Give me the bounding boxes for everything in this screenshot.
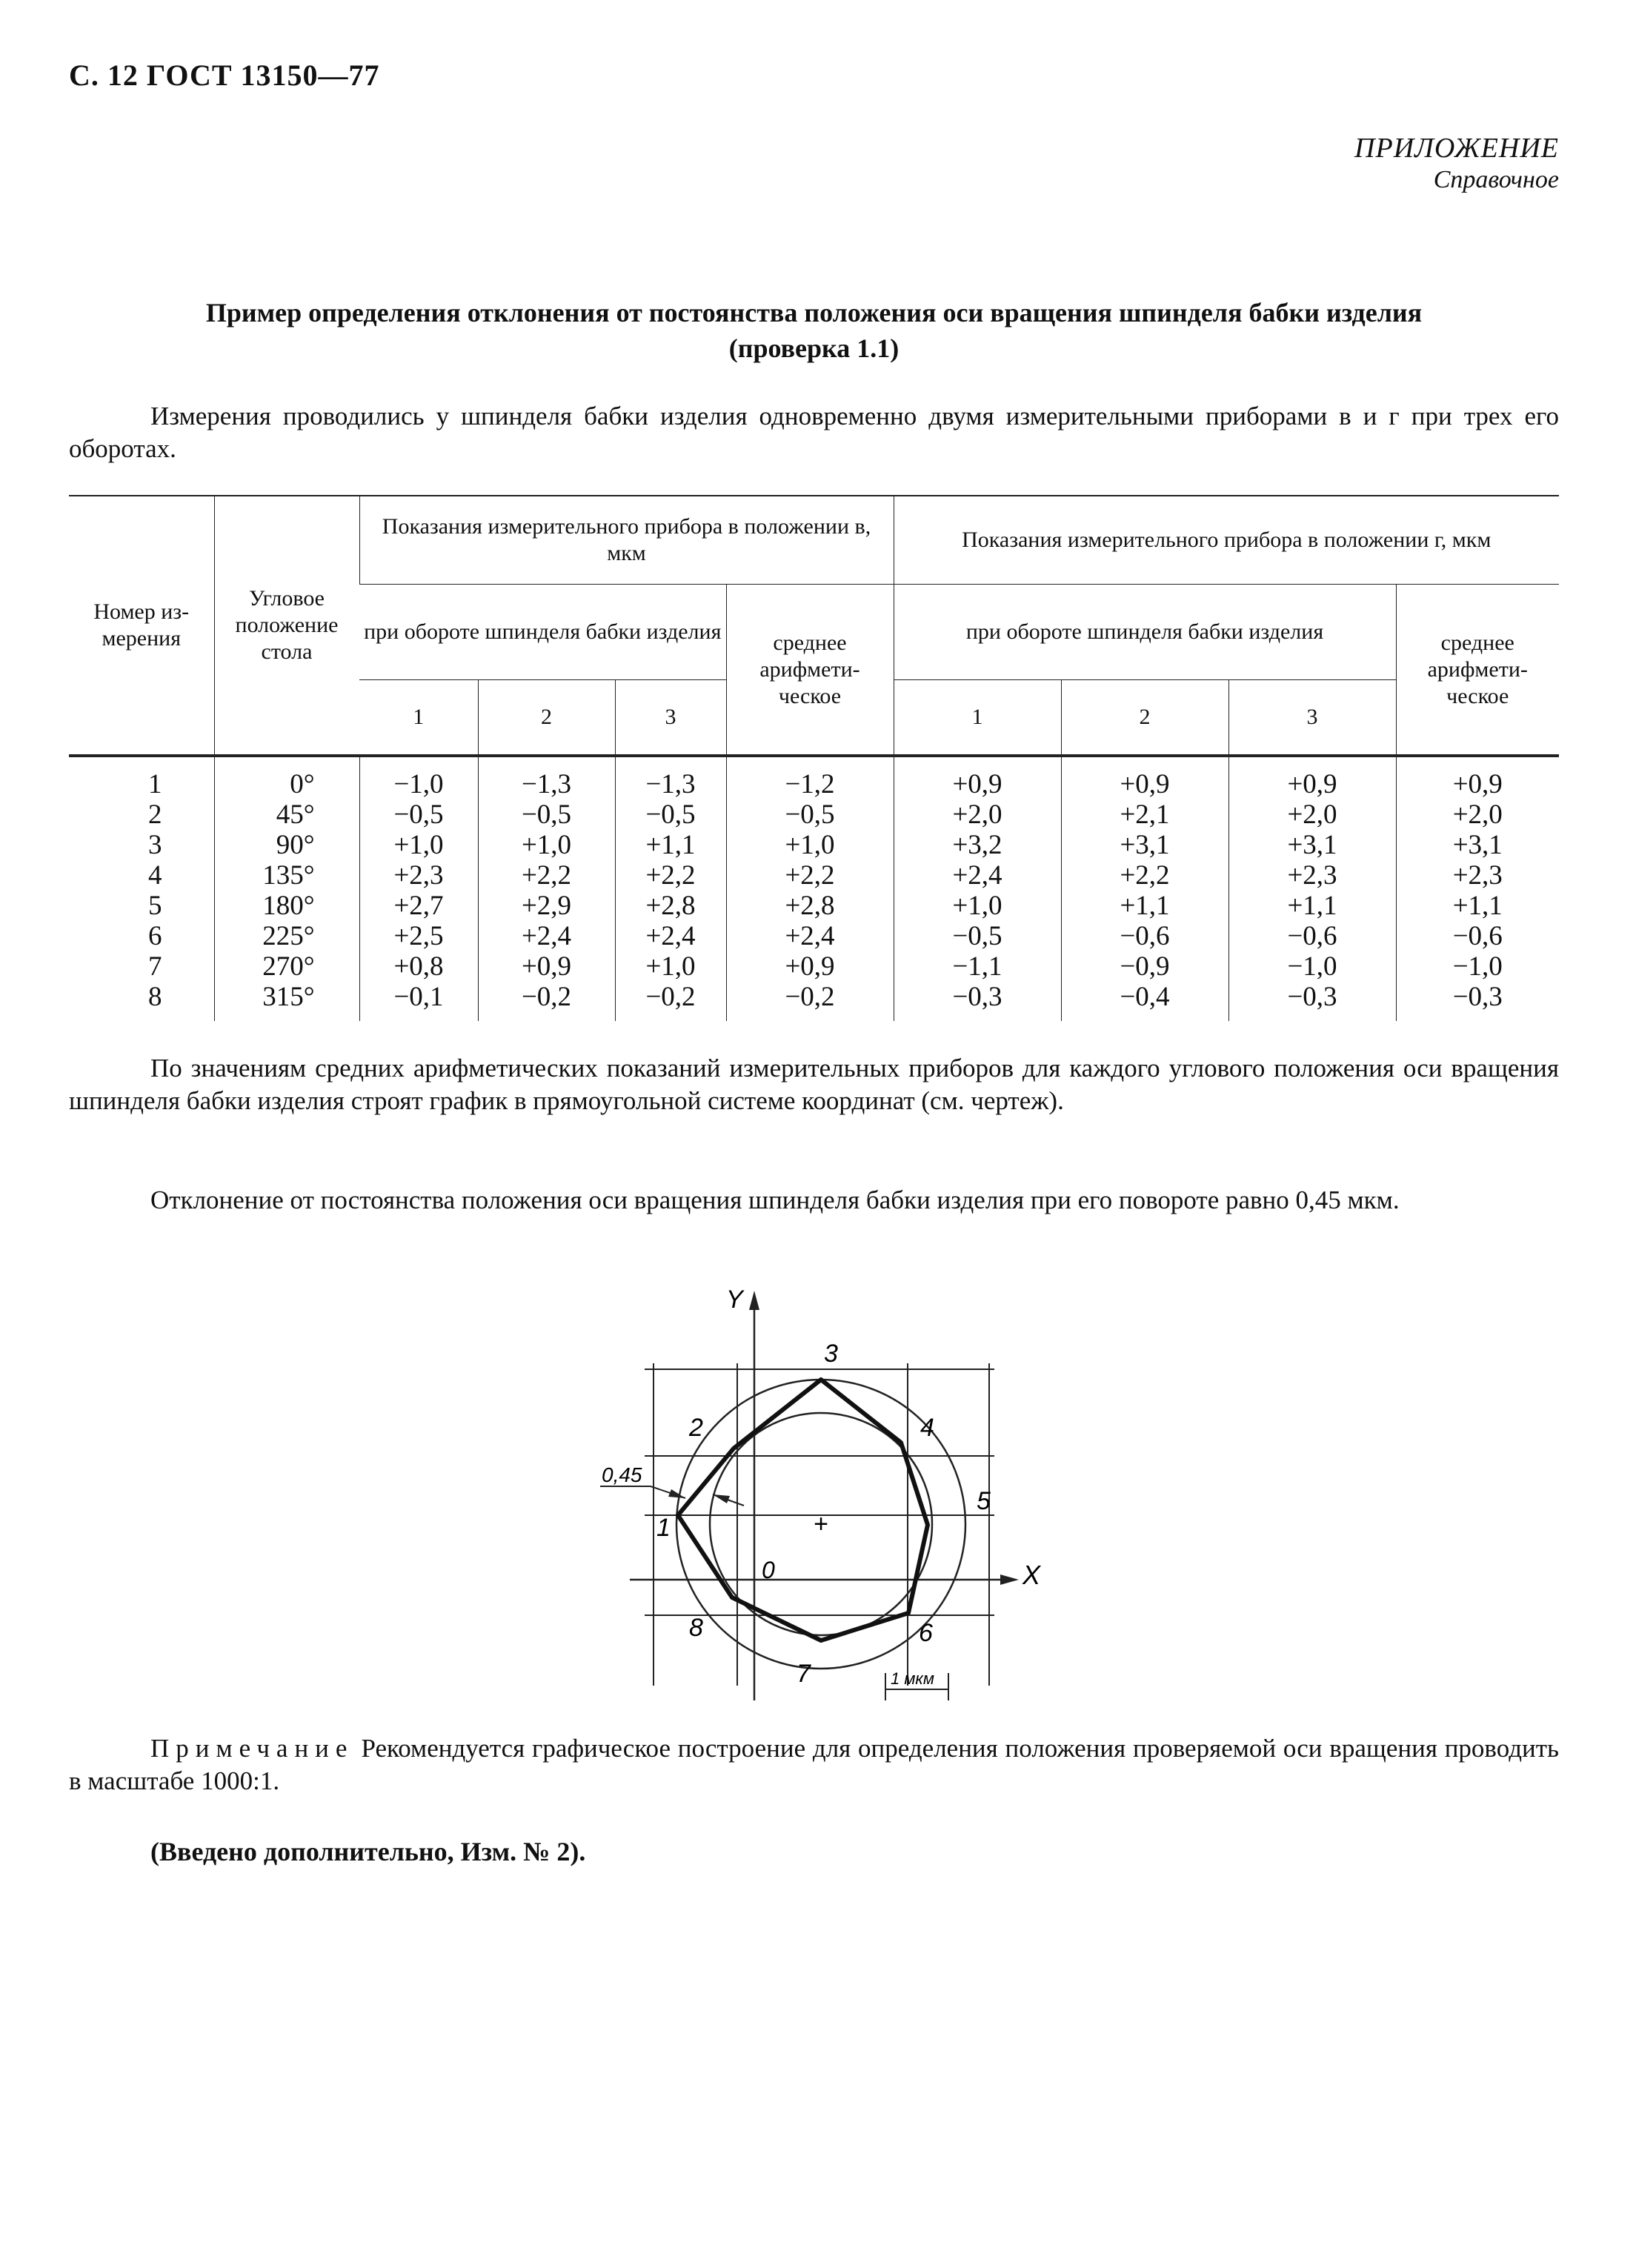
cell-v-mean: +2,4 <box>726 921 894 951</box>
appendix-label <box>1354 132 1559 194</box>
cell-v1: +2,3 <box>359 860 478 891</box>
cell-g3: −0,6 <box>1228 921 1396 951</box>
cell-v2: +2,2 <box>478 860 615 891</box>
cell-angle: 45° <box>214 799 359 830</box>
table-row <box>69 860 1559 891</box>
header-group-v: Показания измерительного прибора в положении в, мкм <box>359 496 894 585</box>
cell-angle: 135° <box>214 860 359 891</box>
cell-g3: −1,0 <box>1228 951 1396 982</box>
cell-g1: +2,0 <box>894 799 1061 830</box>
cell-number: 5 <box>148 891 162 921</box>
mean-deviation-polygon <box>678 1380 928 1640</box>
cell-g3: −0,3 <box>1228 982 1396 1021</box>
paragraph-deviation-result: Отклонение от постоянства положения оси вращения шпинделя бабки изделия при его повороте равно 0,45 мкм. <box>150 1185 1400 1214</box>
cell-g1: +1,0 <box>894 891 1061 921</box>
cell-v3: +2,8 <box>615 891 726 921</box>
note-label: Примечание <box>150 1734 354 1763</box>
table-row <box>69 830 1559 860</box>
cell-g1: −0,3 <box>894 982 1061 1021</box>
deviation-label: 0,45 <box>602 1463 642 1486</box>
cell-v3: +1,1 <box>615 830 726 860</box>
point-label-1: 1 <box>656 1514 671 1542</box>
cell-v-mean: +1,0 <box>726 830 894 860</box>
cell-v2: −0,5 <box>478 799 615 830</box>
cell-v2: +2,4 <box>478 921 615 951</box>
cell-v3: +1,0 <box>615 951 726 982</box>
cell-v3: −0,2 <box>615 982 726 1021</box>
page-header: С. 12 ГОСТ 13150—77 <box>69 59 380 92</box>
note-text: Рекомендуется графическое построение для определения положения проверяемой оси вращения проводить в масштабе 1000:1. <box>69 1734 1559 1795</box>
header-group-g: Показания измерительного прибора в положении г, мкм <box>894 496 1559 585</box>
cell-g2: +0,9 <box>1061 756 1228 799</box>
cell-v3: +2,2 <box>615 860 726 891</box>
point-label-7: 7 <box>797 1660 811 1688</box>
cell-v1: −1,0 <box>359 756 478 799</box>
header-rev-v: при обороте шпинделя бабки изделия <box>359 585 726 680</box>
table-row <box>69 921 1559 951</box>
cell-v3: −0,5 <box>615 799 726 830</box>
cell-g-mean: +0,9 <box>1396 756 1559 799</box>
table-row <box>69 891 1559 921</box>
header-mean-v: среднее арифмети-ческое <box>726 585 894 756</box>
document-title-line1: Пример определения отклонения от постоянства положения оси вращения шпинделя бабки изделия <box>205 298 1423 327</box>
deviation-arrow-icon <box>668 1489 685 1498</box>
cell-g2: +2,1 <box>1061 799 1228 830</box>
cell-v2: +0,9 <box>478 951 615 982</box>
cell-g2: +3,1 <box>1061 830 1228 860</box>
header-mean-g: среднее арифмети-ческое <box>1396 585 1559 756</box>
x-axis-label: X <box>1022 1560 1041 1590</box>
y-axis-arrow-icon <box>749 1291 759 1310</box>
header-rev-g-1: 1 <box>894 680 1061 756</box>
cell-g2: −0,9 <box>1061 951 1228 982</box>
document-title-line2: (проверка 1.1) <box>728 333 900 363</box>
intro-paragraph: Измерения проводились у шпинделя бабки изделия одновременно двумя измерительными приборами в и г при трех его оборотах. <box>69 402 1559 463</box>
header-rev-g-2: 2 <box>1061 680 1228 756</box>
cell-g1: −0,5 <box>894 921 1061 951</box>
cell-v1: +1,0 <box>359 830 478 860</box>
table-row <box>69 951 1559 982</box>
cell-v1: −0,1 <box>359 982 478 1021</box>
deviation-arrow-icon <box>713 1494 730 1503</box>
x-axis-arrow-icon <box>1000 1574 1019 1585</box>
cell-g3: +3,1 <box>1228 830 1396 860</box>
cell-v1: +2,5 <box>359 921 478 951</box>
cell-v2: −0,2 <box>478 982 615 1021</box>
cell-number: 6 <box>148 921 162 951</box>
cell-v-mean: −1,2 <box>726 756 894 799</box>
scale-label: 1 мкм <box>891 1669 934 1688</box>
header-rev-v-3: 3 <box>615 680 726 756</box>
cell-g2: −0,6 <box>1061 921 1228 951</box>
amendment-note: (Введено дополнительно, Изм. № 2). <box>150 1837 586 1866</box>
cell-v-mean: −0,2 <box>726 982 894 1021</box>
point-label-3: 3 <box>824 1340 838 1368</box>
cell-g-mean: +2,0 <box>1396 799 1559 830</box>
cell-v2: +1,0 <box>478 830 615 860</box>
appendix-title: ПРИЛОЖЕНИЕ <box>1354 133 1559 164</box>
center-mark: + <box>814 1510 828 1538</box>
cell-number: 4 <box>148 860 162 891</box>
cell-number: 8 <box>148 982 162 1012</box>
cell-v-mean: +2,8 <box>726 891 894 921</box>
cell-v3: −1,3 <box>615 756 726 799</box>
cell-angle: 0° <box>214 756 359 799</box>
cell-g3: +2,3 <box>1228 860 1396 891</box>
cell-g-mean: +2,3 <box>1396 860 1559 891</box>
table-row <box>69 799 1559 830</box>
y-axis-label: Y <box>726 1286 743 1314</box>
paragraph-graph-method: По значениям средних арифметических показаний измерительных приборов для каждого углового положения оси вращения шпинделя бабки изделия строят график в прямоугольной системе координат (см. чертеж). <box>69 1054 1559 1115</box>
cell-angle: 315° <box>214 982 359 1021</box>
cell-v1: +0,8 <box>359 951 478 982</box>
cell-v2: +2,9 <box>478 891 615 921</box>
measurement-table <box>69 495 1559 1021</box>
point-label-4: 4 <box>920 1414 934 1442</box>
cell-v-mean: +2,2 <box>726 860 894 891</box>
appendix-subtitle: Справочное <box>1433 166 1559 193</box>
deviation-diagram <box>585 1267 1045 1712</box>
cell-g2: −0,4 <box>1061 982 1228 1021</box>
cell-v1: +2,7 <box>359 891 478 921</box>
cell-g1: +2,4 <box>894 860 1061 891</box>
cell-g-mean: −0,6 <box>1396 921 1559 951</box>
header-number: Номер из-мерения <box>69 496 214 756</box>
cell-v-mean: −0,5 <box>726 799 894 830</box>
cell-v2: −1,3 <box>478 756 615 799</box>
cell-g-mean: −1,0 <box>1396 951 1559 982</box>
cell-v3: +2,4 <box>615 921 726 951</box>
header-rev-v-2: 2 <box>478 680 615 756</box>
cell-g1: −1,1 <box>894 951 1061 982</box>
cell-g1: +0,9 <box>894 756 1061 799</box>
cell-g-mean: −0,3 <box>1396 982 1559 1021</box>
cell-number: 1 <box>148 769 162 799</box>
cell-g2: +2,2 <box>1061 860 1228 891</box>
cell-g3: +0,9 <box>1228 756 1396 799</box>
point-label-2: 2 <box>689 1414 703 1442</box>
cell-g-mean: +3,1 <box>1396 830 1559 860</box>
cell-v-mean: +0,9 <box>726 951 894 982</box>
cell-number: 2 <box>148 799 162 830</box>
cell-angle: 90° <box>214 830 359 860</box>
cell-v1: −0,5 <box>359 799 478 830</box>
cell-number: 3 <box>148 830 162 860</box>
point-label-6: 6 <box>919 1619 933 1647</box>
cell-angle: 225° <box>214 921 359 951</box>
header-rev-v-1: 1 <box>359 680 478 756</box>
table-row <box>69 982 1559 1021</box>
cell-g2: +1,1 <box>1061 891 1228 921</box>
header-angle: Угловое положение стола <box>214 496 359 756</box>
point-label-8: 8 <box>689 1614 703 1642</box>
cell-g1: +3,2 <box>894 830 1061 860</box>
origin-label: 0 <box>762 1557 775 1583</box>
cell-number: 7 <box>148 951 162 982</box>
cell-g3: +1,1 <box>1228 891 1396 921</box>
cell-g3: +2,0 <box>1228 799 1396 830</box>
header-rev-g-3: 3 <box>1228 680 1396 756</box>
document-title <box>69 295 1559 366</box>
table-row <box>69 756 1559 799</box>
cell-angle: 270° <box>214 951 359 982</box>
cell-angle: 180° <box>214 891 359 921</box>
header-rev-g: при обороте шпинделя бабки изделия <box>894 585 1396 680</box>
cell-g-mean: +1,1 <box>1396 891 1559 921</box>
note <box>69 1732 1559 1798</box>
point-label-5: 5 <box>977 1487 991 1515</box>
